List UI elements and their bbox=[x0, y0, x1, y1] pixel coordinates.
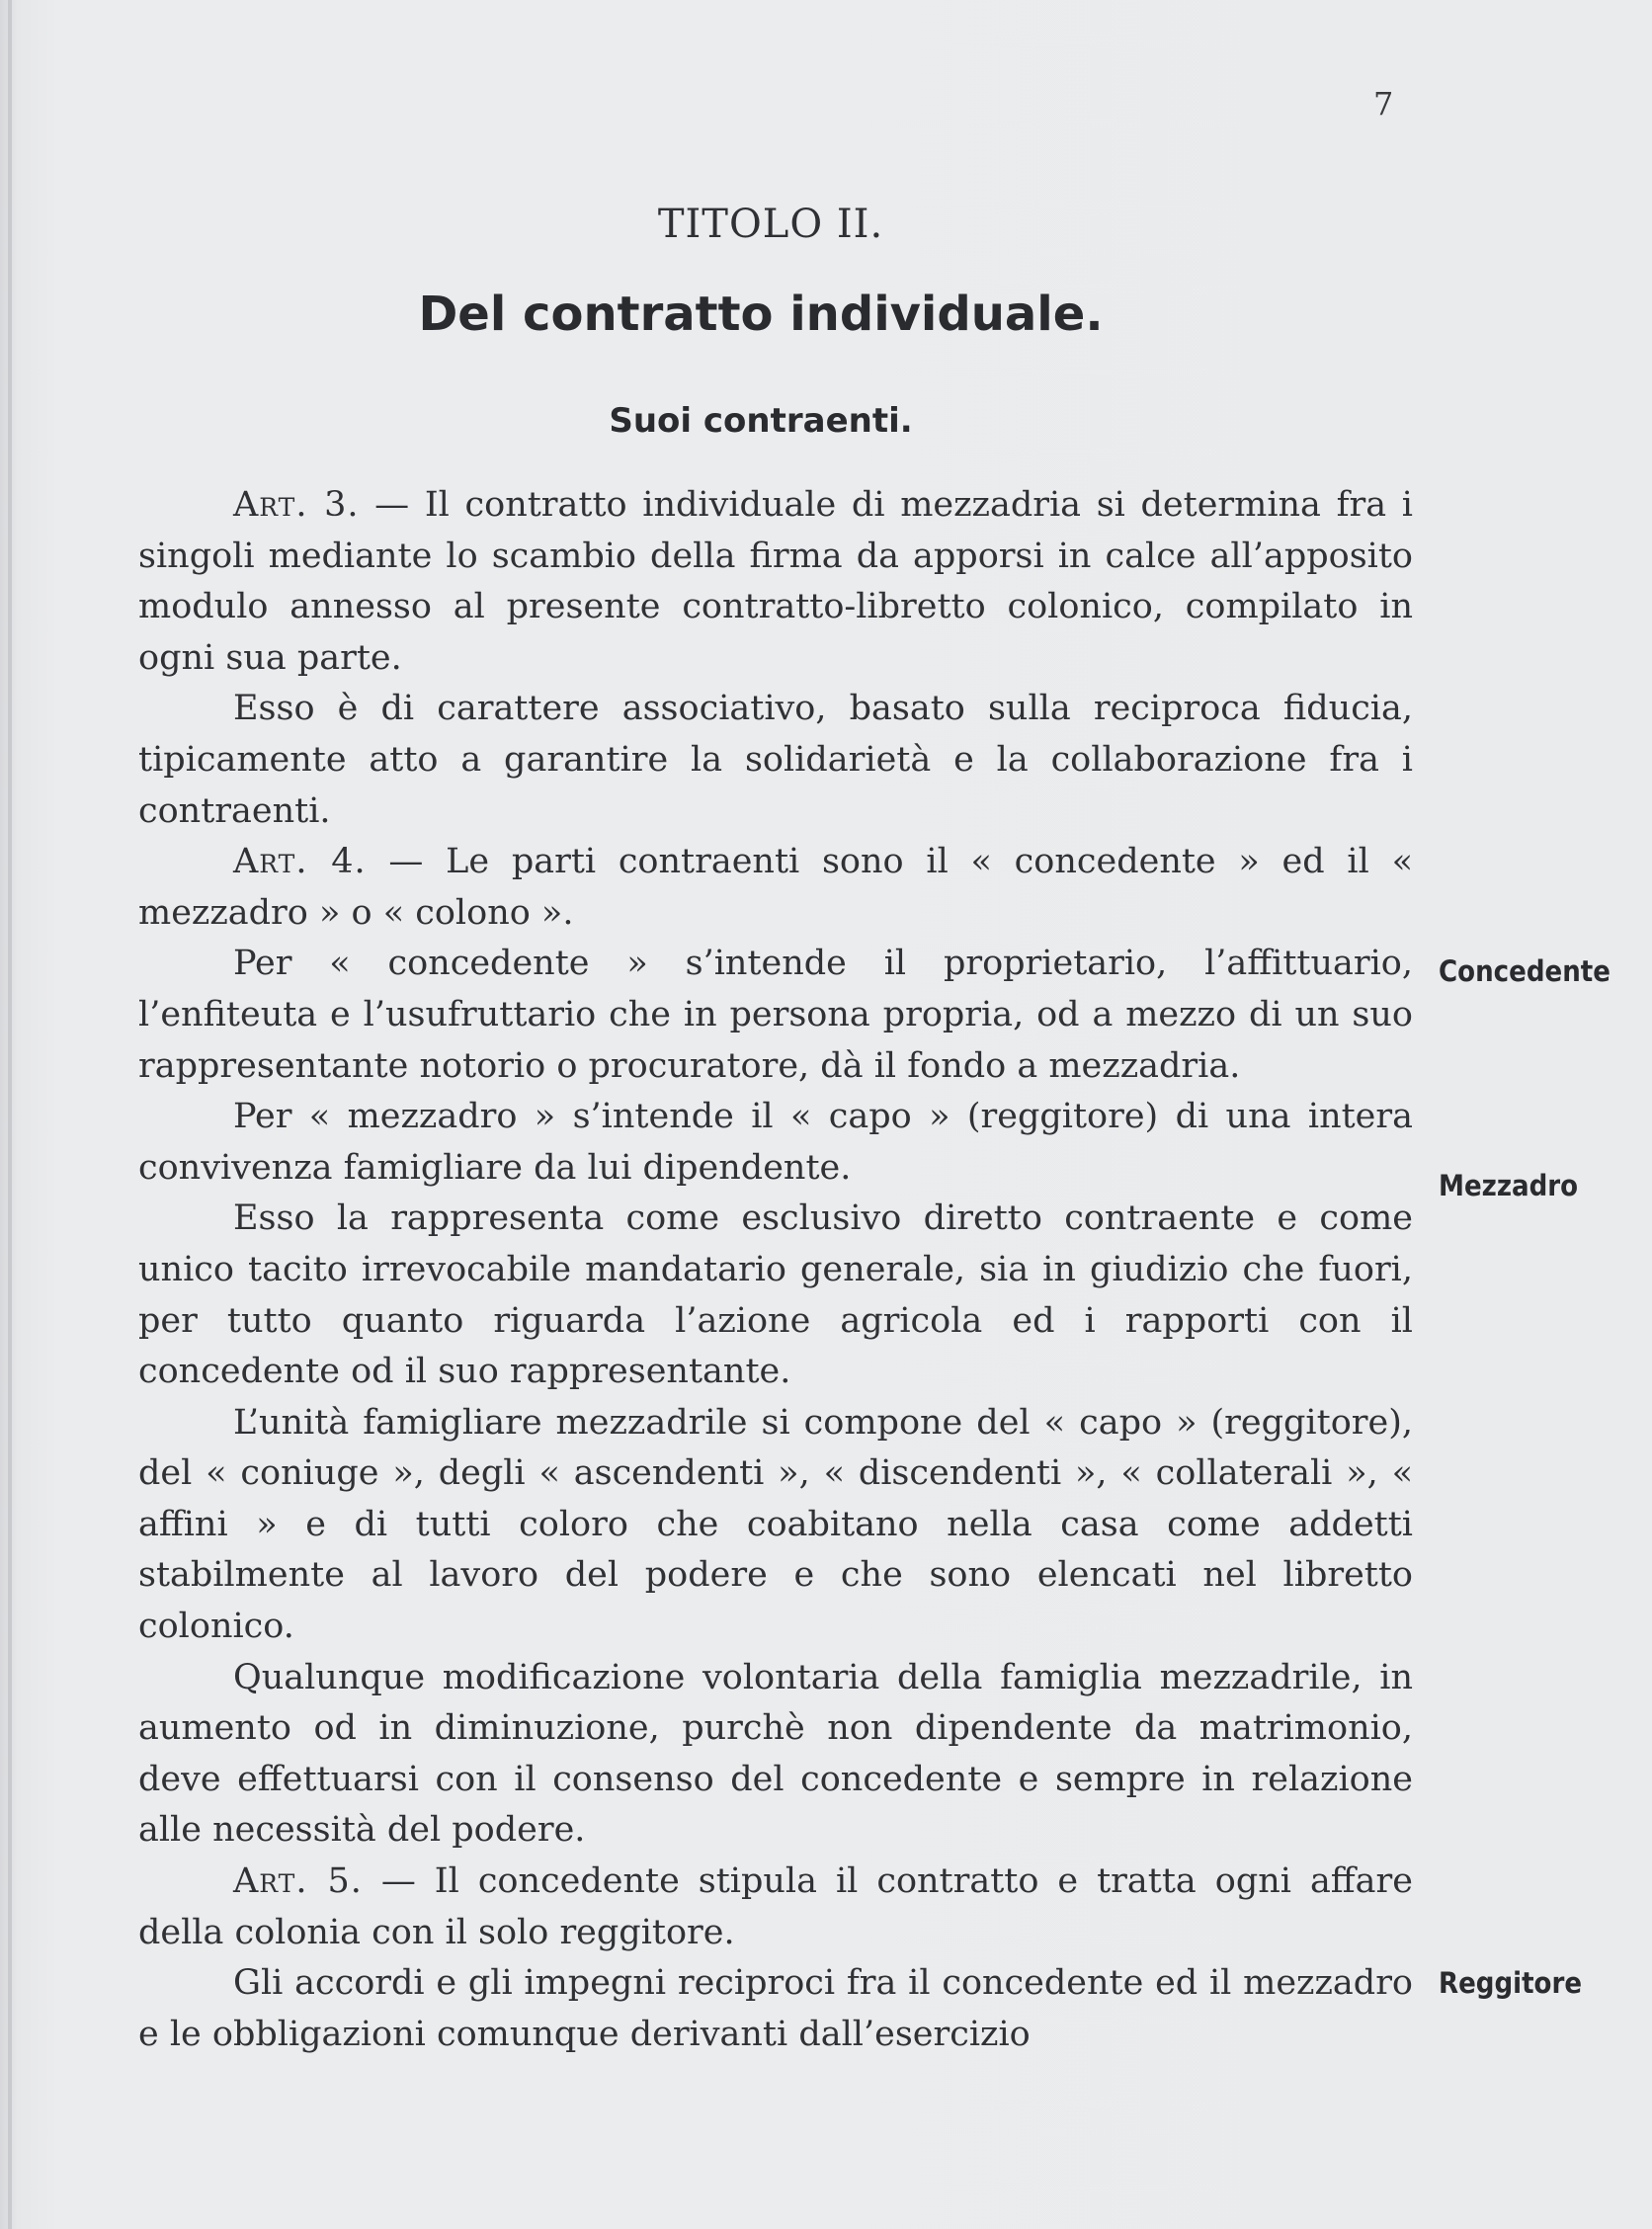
paragraph-concedente: Per « concedente » s’intende il proprietario, l’affittuario, l’enfiteuta e l’usufruttario che in persona propria, od a mezzo di un suo rappresentante notorio o procuratore, dà il fondo a mezzadria. bbox=[138, 944, 1413, 1086]
article-label-5: Art. 5. bbox=[233, 1861, 363, 1902]
section-subheading: Suoi contraenti. bbox=[609, 401, 913, 441]
article-text-3: — Il contratto individuale di mezzadria si determina fra i singoli mediante lo scambio della firma da apporsi in calce all’apposito modulo annesso al presente contratto-libretto colonico, compilato in ogni sua parte. bbox=[138, 485, 1413, 678]
paragraph-art-3 bbox=[138, 480, 1413, 684]
paragraph-associative: Esso è di carattere associativo, basato sulla reciproca fiducia, tipicamente atto a garantire la solidarietà e la collaborazione fra i contraenti. bbox=[138, 689, 1413, 831]
paragraph-modification: Qualunque modificazione volontaria della famiglia mezzadrile, in aumento od in diminuzione, purchè non dipendente da matrimonio, deve effettuarsi con il consenso del concedente e sempre in relazione alle necessità del podere. bbox=[138, 1657, 1413, 1851]
paragraph-art-4 bbox=[138, 837, 1413, 939]
paragraph-representation: Esso la rappresenta come esclusivo diretto contraente e come unico tacito irrevocabile mandatario generale, sia in giudizio che fuori, per tutto quanto riguarda l’azione agricola ed i rapporti con il concedente od il suo rappresentante. bbox=[138, 1198, 1413, 1392]
article-text-5: — Il concedente stipula il contratto e tratta ogni affare della colonia con il solo reggitore. bbox=[138, 1861, 1413, 1952]
paragraph-family-unit: L’unità famigliare mezzadrile si compone del « capo » (reggitore), del « coniuge », degli « ascendenti », « discendenti », « collaterali », « affini » e di tutti coloro che coabitano nella casa come addetti stabilmente al lavoro del podere e che sono elencati nel libretto colonico. bbox=[138, 1402, 1413, 1647]
page-number: 7 bbox=[1373, 85, 1394, 123]
article-label-4: Art. 4. bbox=[233, 842, 367, 882]
paragraph-art-5 bbox=[138, 1857, 1413, 1958]
section-title: TITOLO II. bbox=[657, 202, 884, 247]
marginal-note-concedente: Concedente bbox=[1439, 954, 1611, 988]
paragraph-mezzadro: Per « mezzadro » s’intende il « capo » (reggitore) di una intera convivenza famigliare da lui dipendente. bbox=[138, 1097, 1413, 1188]
paragraph-agreements: Gli accordi e gli impegni reciproci fra il concedente ed il mezzadro e le obbligazioni comunque derivanti dall’esercizio bbox=[138, 1963, 1413, 2054]
article-label-3: Art. 3. bbox=[233, 485, 360, 525]
marginal-note-reggitore: Reggitore bbox=[1439, 1966, 1583, 2000]
section-heading: Del contratto individuale. bbox=[418, 287, 1104, 342]
marginal-note-mezzadro: Mezzadro bbox=[1439, 1169, 1579, 1202]
article-text-4: — Le parti contraenti sono il « concedente » ed il « mezzadro » o « colono ». bbox=[138, 842, 1413, 933]
body-text bbox=[138, 480, 1413, 2060]
